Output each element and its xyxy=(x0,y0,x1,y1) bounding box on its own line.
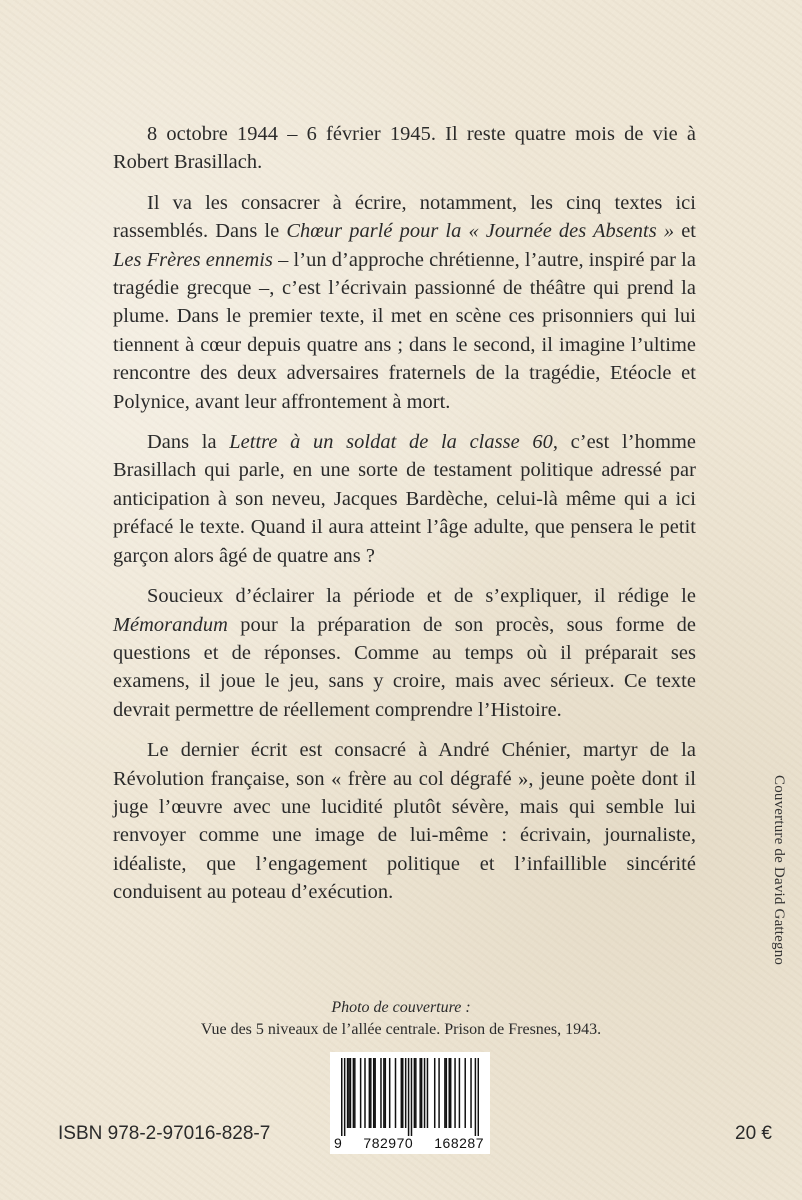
barcode-lead-digit: 9 xyxy=(334,1135,343,1151)
barcode-bar xyxy=(434,1058,436,1128)
barcode-bar xyxy=(389,1058,391,1128)
paragraph-1 xyxy=(113,120,696,177)
barcode-bar xyxy=(405,1058,407,1128)
barcode-bar xyxy=(348,1058,350,1128)
barcode-group-1: 782970 xyxy=(363,1135,414,1151)
paragraph-2 xyxy=(113,189,696,416)
barcode-bar xyxy=(475,1058,477,1136)
back-cover-text xyxy=(113,120,696,919)
barcode-bar xyxy=(353,1058,355,1128)
barcode-group-2: 168287 xyxy=(434,1135,484,1151)
italic-title: Les Frères ennemis xyxy=(113,248,273,271)
italic-title: Lettre à un soldat de la classe 60 xyxy=(229,431,553,454)
barcode-bar xyxy=(408,1058,410,1136)
barcode-bar xyxy=(470,1058,472,1128)
barcode-bar xyxy=(374,1058,376,1128)
barcode-bar xyxy=(364,1058,366,1128)
barcode-bar xyxy=(446,1058,448,1128)
barcode xyxy=(330,1052,490,1154)
barcode-bar xyxy=(411,1058,413,1136)
italic-title: Mémorandum xyxy=(113,613,228,636)
barcode-bar xyxy=(478,1058,479,1136)
barcode-bar xyxy=(350,1058,352,1128)
barcode-bar xyxy=(444,1058,446,1128)
barcode-bar xyxy=(354,1058,356,1128)
barcode-bars xyxy=(341,1058,479,1136)
text-run: pour la préparation de son procès, sous forme de questions et de réponses. Comme au temps où il préparait ses examens, il joue le jeu, sans y croire, mais avec sérieux. Ce texte devrait permettre de réellement comprendre l’Histoire. xyxy=(113,613,696,721)
barcode-bar xyxy=(383,1058,385,1128)
text-run: Soucieux d’éclairer la période et de s’expliquer, il rédige le xyxy=(147,585,696,608)
barcode-bar xyxy=(385,1058,387,1128)
photo-caption-title: Photo de couverture : xyxy=(331,999,471,1016)
barcode-bar xyxy=(424,1058,426,1128)
text-run: Dans la xyxy=(147,431,230,454)
barcode-bar xyxy=(373,1058,375,1128)
price-label: 20 € xyxy=(735,1123,772,1144)
paragraph-3 xyxy=(113,428,696,570)
barcode-bar xyxy=(450,1058,452,1128)
barcode-bar xyxy=(464,1058,466,1128)
barcode-bar xyxy=(421,1058,423,1128)
barcode-bar xyxy=(347,1058,349,1128)
isbn-label: ISBN 978-2-97016-828-7 xyxy=(58,1123,271,1144)
barcode-bar xyxy=(454,1058,456,1128)
text-run: Le dernier écrit est consacré à André Chénier, martyr de la Révolution française, son « frère au col dégrafé », jeune poète dont il juge l’œuvre avec une lucidité plutôt sévère, mais qui semble lui renvoyer comme une image de lui-même : écrivain, journaliste, idéaliste, que l’engagement politique et l’infaillible sincérité conduisent au poteau d’exécution. xyxy=(113,739,696,904)
barcode-bar xyxy=(360,1058,362,1128)
barcode-bar xyxy=(395,1058,397,1128)
barcode-bar xyxy=(369,1058,371,1128)
barcode-bar xyxy=(414,1058,416,1128)
paragraph-5 xyxy=(113,736,696,906)
paragraph-4 xyxy=(113,582,696,724)
barcode-bar xyxy=(402,1058,404,1128)
barcode-digits xyxy=(332,1135,488,1151)
barcode-bar xyxy=(448,1058,450,1128)
barcode-bar xyxy=(370,1058,372,1128)
barcode-bar xyxy=(459,1058,461,1128)
barcode-bar xyxy=(344,1058,346,1136)
barcode-bar xyxy=(341,1058,343,1136)
barcode-bar xyxy=(401,1058,403,1128)
barcode-bar xyxy=(419,1058,421,1128)
barcode-bar xyxy=(380,1058,382,1128)
photo-caption-text: Vue des 5 niveaux de l’allée centrale. Prison de Fresnes, 1943. xyxy=(200,1021,602,1038)
italic-title: Chœur parlé pour la « Journée des Absents » xyxy=(286,220,675,243)
barcode-bar xyxy=(438,1058,440,1128)
photo-caption xyxy=(0,997,802,1041)
text-run: 8 octobre 1944 – 6 février 1945. Il reste quatre mois de vie à Robert Brasillach. xyxy=(113,123,696,174)
text-run: , c’est l’homme Brasillach qui parle, en une sorte de testament politique adressé par anticipation à son neveu, Jacques Bardèche, celui-là même qui a ici préfacé le texte. Quand il aura atteint l’âge adulte, que pensera le petit garçon alors âgé de quatre ans ? xyxy=(113,431,696,567)
text-run: – l’un d’approche chrétienne, l’autre, inspiré par la tragédie grecque –, c’est l’écrivain passionné de théâtre qui prend la plume. Dans le premier texte, il met en scène ces prisonniers qui lui tiennent à cœur depuis quatre ans ; dans le second, il imagine l’ultime rencontre des deux adversaires fraternels de la tragédie, Etéocle et Polynice, avant leur affrontement à mort. xyxy=(113,248,696,413)
text-run: et xyxy=(674,220,697,243)
barcode-bar xyxy=(427,1058,429,1128)
cover-credit: Couverture de David Gattegno xyxy=(771,775,787,966)
barcode-bar xyxy=(415,1058,417,1128)
text-run: Il va les consacrer à écrire, notamment, les cinq textes ici rassemblés. Dans le xyxy=(113,191,696,243)
